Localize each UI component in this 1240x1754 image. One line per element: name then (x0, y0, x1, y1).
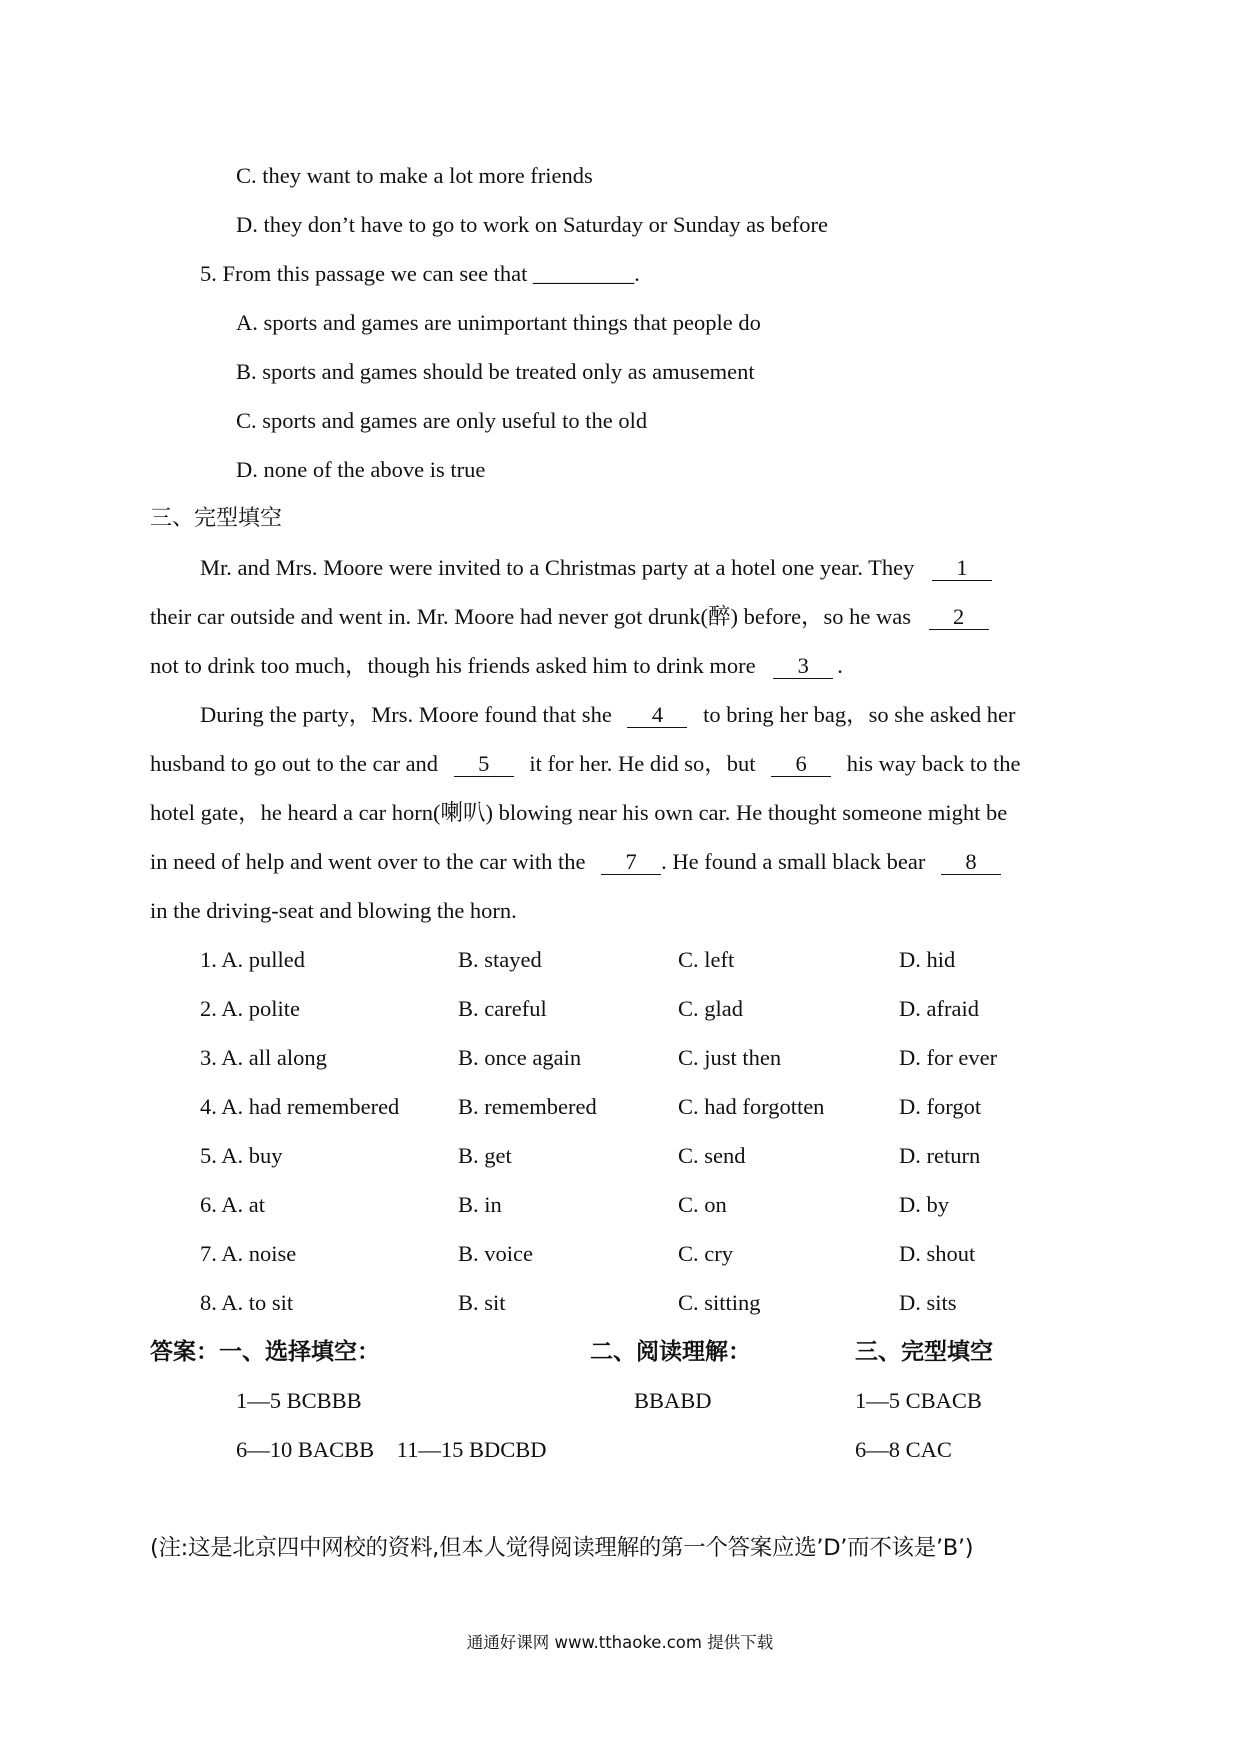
answer-line: 1—5 CBACB (855, 1388, 982, 1413)
passage-line (150, 652, 843, 680)
blank-3: 3 (773, 654, 833, 679)
cloze-option-a: 1. A. pulled (200, 947, 305, 972)
cloze-option-row (0, 1044, 1240, 1072)
cloze-option-b: B. voice (458, 1241, 533, 1266)
cloze-option-b: B. get (458, 1143, 512, 1168)
passage-line (200, 701, 1015, 729)
cloze-option-a: 3. A. all along (200, 1045, 327, 1070)
blank-1: 1 (932, 556, 992, 581)
cloze-option-c: C. had forgotten (678, 1094, 825, 1119)
blank-4: 4 (627, 703, 687, 728)
cloze-option-a: 4. A. had remembered (200, 1094, 400, 1119)
footer: 通通好课网 www.tthaoke.com 提供下载 (466, 1633, 774, 1652)
passage-text: During the party，Mrs. Moore found that she (200, 702, 612, 727)
passage-text: it for her. He did so，but (529, 751, 756, 776)
cloze-option-d: D. forgot (899, 1094, 982, 1119)
cloze-option-b: B. remembered (458, 1094, 597, 1119)
cloze-option-d: D. hid (899, 947, 956, 972)
passage-line: hotel gate，he heard a car horn(喇叭) blowing near his own car. He thought someone might be (150, 800, 1008, 825)
section-title-cloze: 三、完型填空 (150, 506, 283, 531)
cloze-option-a: 7. A. noise (200, 1241, 297, 1266)
q5-stem-end: . (634, 261, 640, 286)
q5-stem-text: 5. From this passage we can see that (200, 261, 534, 286)
passage-line (150, 848, 1005, 876)
passage-text: his way back to the (846, 751, 1021, 776)
cloze-option-c: C. just then (678, 1045, 782, 1070)
passage-text: husband to go out to the car and (150, 751, 439, 776)
q5-option-d: D. none of the above is true (236, 457, 486, 482)
cloze-option-b: B. stayed (458, 947, 542, 972)
cloze-option-a: 8. A. to sit (200, 1290, 294, 1315)
cloze-option-row (0, 1191, 1240, 1219)
answer-line: 1—5 BCBBB (236, 1388, 362, 1413)
cloze-option-row (0, 1289, 1240, 1317)
q4-option-c: C. they want to make a lot more friends (236, 163, 593, 188)
passage-text: Mr. and Mrs. Moore were invited to a Christmas party at a hotel one year. They (200, 555, 915, 580)
blank-2: 2 (929, 605, 989, 630)
cloze-option-d: D. for ever (899, 1045, 998, 1070)
cloze-option-row (0, 1093, 1240, 1121)
q5-stem-blank: _________ (533, 261, 635, 286)
cloze-option-d: D. by (899, 1192, 949, 1217)
passage-line: in the driving-seat and blowing the horn. (150, 898, 517, 923)
answers-heading: 答案：一、选择填空： (150, 1339, 380, 1365)
cloze-option-b: B. careful (458, 996, 547, 1021)
answer-line: 6—8 CAC (855, 1437, 952, 1462)
cloze-option-c: C. cry (678, 1241, 733, 1266)
passage-text: not to drink too much，though his friends asked him to drink more (150, 653, 756, 678)
cloze-option-c: C. left (678, 947, 735, 972)
blank-8: 8 (941, 850, 1001, 875)
cloze-option-d: D. return (899, 1143, 981, 1168)
note: (注:这是北京四中网校的资料,但本人觉得阅读理解的第一个答案应选’D’而不该是’B’) (150, 1535, 974, 1561)
passage-text: to bring her bag，so she asked her (703, 702, 1016, 727)
cloze-option-row (0, 995, 1240, 1023)
passage-text: . He found a small black bear (661, 849, 926, 874)
cloze-option-b: B. once again (458, 1045, 582, 1070)
passage-text: their car outside and went in. Mr. Moore had never got drunk(醉) before，so he was (150, 604, 912, 629)
q5-stem (200, 260, 640, 288)
cloze-option-a: 6. A. at (200, 1192, 265, 1217)
blank-6: 6 (771, 752, 831, 777)
cloze-option-row (0, 1142, 1240, 1170)
cloze-option-b: B. sit (458, 1290, 506, 1315)
q5-option-b: B. sports and games should be treated only as amusement (236, 359, 755, 384)
blank-5: 5 (454, 752, 514, 777)
cloze-option-b: B. in (458, 1192, 502, 1217)
cloze-option-c: C. sitting (678, 1290, 761, 1315)
answers-heading-cloze: 三、完型填空 (855, 1339, 993, 1365)
cloze-option-d: D. afraid (899, 996, 979, 1021)
passage-line (150, 603, 993, 631)
answers-heading-reading: 二、阅读理解： (590, 1339, 751, 1365)
cloze-option-c: C. glad (678, 996, 743, 1021)
cloze-option-d: D. sits (899, 1290, 957, 1315)
q5-option-c: C. sports and games are only useful to the old (236, 408, 648, 433)
cloze-option-row (0, 1240, 1240, 1268)
cloze-option-a: 5. A. buy (200, 1143, 283, 1168)
q4-option-d: D. they don’t have to go to work on Saturday or Sunday as before (236, 212, 828, 237)
passage-line (200, 554, 996, 582)
cloze-option-d: D. shout (899, 1241, 976, 1266)
q5-option-a: A. sports and games are unimportant things that people do (236, 310, 761, 335)
passage-text: . (837, 653, 843, 678)
cloze-option-c: C. send (678, 1143, 746, 1168)
cloze-option-a: 2. A. polite (200, 996, 300, 1021)
answer-line: 6—10 BACBB 11—15 BDCBD (236, 1437, 547, 1462)
blank-7: 7 (601, 850, 661, 875)
passage-text: in need of help and went over to the car with the (150, 849, 586, 874)
cloze-option-row (0, 946, 1240, 974)
passage-line (150, 750, 1021, 778)
answer-line: BBABD (634, 1388, 712, 1413)
cloze-option-c: C. on (678, 1192, 727, 1217)
